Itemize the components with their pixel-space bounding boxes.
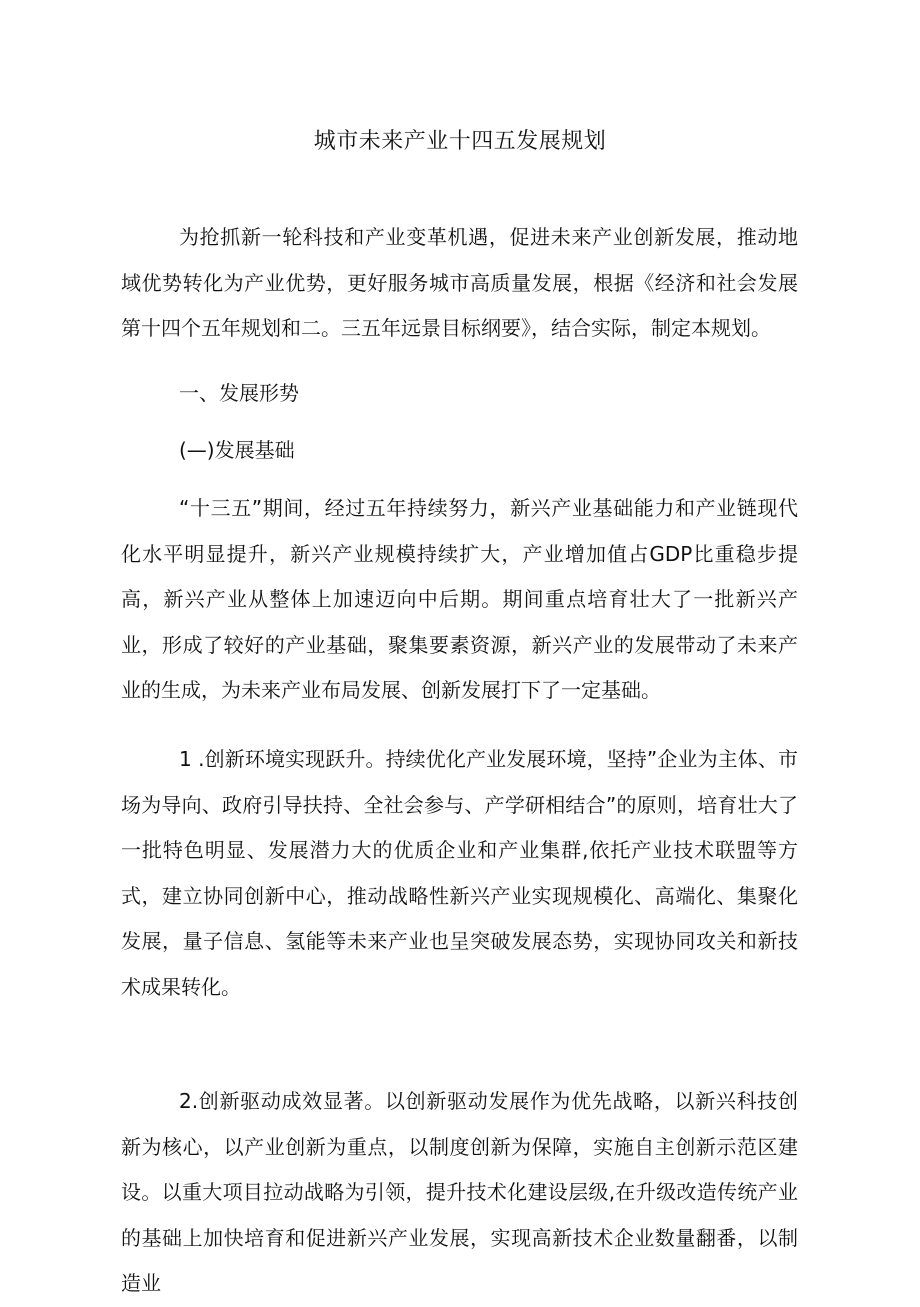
intro-paragraph: 为抢抓新一轮科技和产业变革机遇，促进未来产业创新发展，推动地域优势转化为产业优势，更好服务城市高质量发展，根据《经济和社会发展第十四个五年规划和二。三五年远景目标纲要》，结合实际，制定本规划。 (121, 225, 798, 341)
document-title: 城市未来产业十四五发展规划 (313, 129, 607, 154)
item-1-paragraph: 1 .创新环境实现跃升。持续优化产业发展环境，坚持”企业为主体、市场为导向、政府引导扶持、全社会参与、产学研相结合”的原则，培育壮大了一批特色明显、发展潜力大的优质企业和产业集群,依托产业技术联盟等方式，建立协同创新中心，推动战略性新兴产业实现规模化、高端化、集聚化发展，量子信息、氢能等未来产业也呈突破发展态势，实现协同攻关和新技术成果转化。 (121, 747, 798, 999)
basis-paragraph: “十三五”期间，经过五年持续努力，新兴产业基础能力和产业链现代化水平明显提升，新兴产业规模持续扩大，产业增加值占GDP比重稳步提高，新兴产业从整体上加速迈向中后期。期间重点培育壮大了一批新兴产业，形成了较好的产业基础，聚集要素资源，新兴产业的发展带动了未来产业的生成，为未来产业布局发展、创新发展打下了一定基础。 (121, 496, 798, 703)
subsection-heading: (—)发展基础 (179, 438, 295, 462)
item-2-paragraph: 2.创新驱动成效显著。以创新驱动发展作为优先战略，以新兴科技创新为核心，以产业创新为重点，以制度创新为保障，实施自主创新示范区建设。以重大项目拉动战略为引领，提升技术化建设层级,在升级改造传统产业的基础上加快培育和促进新兴产业发展，实现高新技术企业数量翻番，以制造业 (121, 1089, 798, 1296)
section-heading: 一、发展形势 (179, 381, 299, 405)
